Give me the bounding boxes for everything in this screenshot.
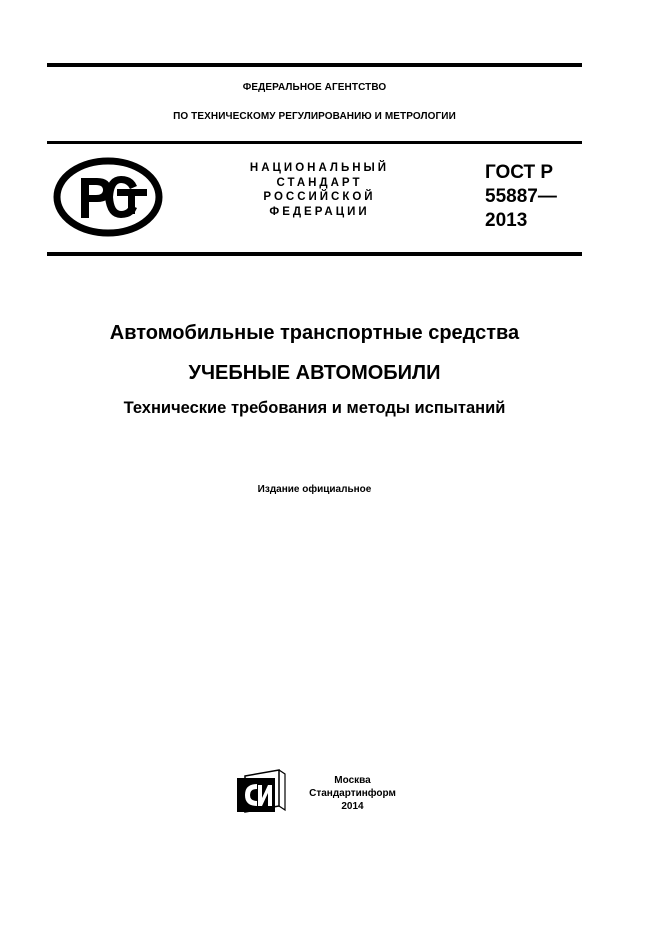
publisher-year: 2014 <box>341 801 364 812</box>
publisher-city: Москва <box>334 775 371 786</box>
title-line1: Автомобильные транспортные средства <box>109 322 520 344</box>
agency-name-line2: ПО ТЕХНИЧЕСКОМУ РЕГУЛИРОВАНИЮ И МЕТРОЛОГИИ <box>173 111 456 122</box>
gost-number-line1: ГОСТ Р <box>485 162 554 183</box>
gost-number <box>485 161 557 233</box>
agency-name-line1: ФЕДЕРАЛЬНОЕ АГЕНТСТВО <box>242 82 387 93</box>
standard-type-line4: ФЕДЕРАЦИИ <box>269 205 370 218</box>
top-rule <box>47 63 582 67</box>
standard-type-line2: СТАНДАРТ <box>276 176 363 189</box>
publisher-name: Стандартинформ <box>309 788 396 799</box>
standard-header <box>47 146 582 250</box>
rst-logo-icon <box>53 156 163 238</box>
gost-number-line3: 2013 <box>485 210 528 231</box>
document-title <box>47 320 582 419</box>
standard-type-line1: НАЦИОНАЛЬНЫЙ <box>249 162 390 174</box>
edition-label: Издание официальное <box>257 484 372 495</box>
standard-type-line3: РОССИЙСКОЙ <box>263 191 376 203</box>
standard-type <box>237 161 402 219</box>
title-line3: Технические требования и методы испытаний <box>123 399 506 417</box>
title-line2: УЧЕБНЫЕ АВТОМОБИЛИ <box>188 362 441 384</box>
header-top-rule <box>47 141 582 144</box>
header-bottom-rule <box>47 252 582 256</box>
standartinform-logo-icon <box>235 768 287 814</box>
publisher-info <box>295 774 410 813</box>
gost-number-line2: 55887— <box>485 186 557 207</box>
